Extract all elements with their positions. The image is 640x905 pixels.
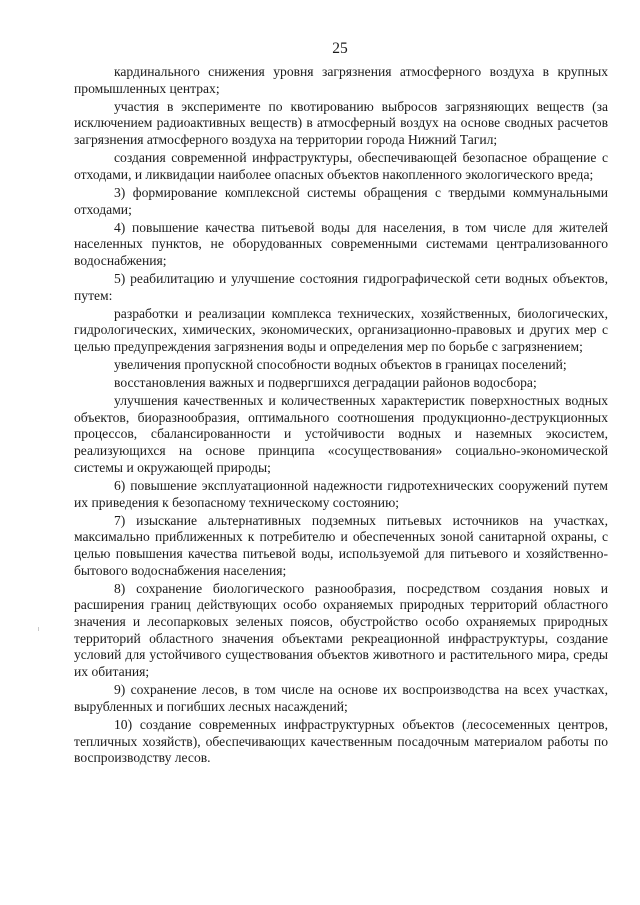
- paragraph-11: 6) повышение эксплуатационной надежности гидротехнических сооружений путем их приведения к безопасному техническому состоянию;: [74, 477, 608, 510]
- paragraph-12: 7) изыскание альтернативных подземных питьевых источников на участках, максимально приближенных к потребителю и обеспеченных зоной санитарной охраны, с целью повышения качества питьевой воды, используемой для питьевого и хозяйственно-бытового водоснабжения населения;: [74, 512, 608, 578]
- paragraph-7: разработки и реализации комплекса технических, хозяйственных, биологических, гидрологических, химических, экономических, организационно-правовых и других мер с целью предупреждения загрязнения воды и определения мер по борьбе с загрязнением;: [74, 305, 608, 355]
- page-number: 25: [332, 40, 348, 57]
- scan-mark: [38, 627, 39, 631]
- paragraph-15: 10) создание современных инфраструктурных объектов (лесосеменных центров, тепличных хозяйств), обеспечивающих качественным посадочным материалом работы по воспроизводству лесов.: [74, 716, 608, 766]
- paragraph-6: 5) реабилитацию и улучшение состояния гидрографической сети водных объектов, путем:: [74, 270, 608, 303]
- paragraph-10: улучшения качественных и количественных характеристик поверхностных водных объектов, биоразнообразия, оптимального соотношения продукционно-деструкционных процессов, сбалансированности и устойчивости водных и наземных экосистем, реализующихся на основе принципа «сосуществования» социально-экономической системы и окружающей природы;: [74, 393, 608, 475]
- paragraph-1: кардинального снижения уровня загрязнения атмосферного воздуха в крупных промышленных центрах;: [74, 64, 608, 96]
- paragraph-14: 9) сохранение лесов, в том числе на основе их воспроизводства на всех участках, вырубленных и погибших лесных насаждений;: [74, 682, 608, 714]
- paragraph-5: 4) повышение качества питьевой воды для населения, в том числе для жителей населенных пунктов, не оборудованных современными системами централизованного водоснабжения;: [74, 219, 608, 268]
- paragraph-8: увеличения пропускной способности водных объектов в границах поселений;: [114, 357, 567, 373]
- paragraph-13: 8) сохранение биологического разнообразия, посредством создания новых и расширения границ действующих особо охраняемых природных территорий областного значения и лесопарковых зеленых поясов, обустройство особо охраняемых природных территорий областного значения объектами рекреационной инфраструктуры, создание условий для устойчивого существования объектов животного и растительного мира, среды их обитания;: [74, 580, 608, 680]
- document-body: [74, 64, 608, 768]
- paragraph-9: восстановления важных и подвергшихся деградации районов водосбора;: [114, 375, 537, 391]
- paragraph-4: 3) формирование комплексной системы обращения с твердыми коммунальными отходами;: [74, 184, 608, 217]
- paragraph-2: участия в эксперименте по квотированию выбросов загрязняющих веществ (за исключением радиоактивных веществ) в атмосферный воздух на основе сводных расчетов загрязнения атмосферного воздуха на территории города Нижний Тагил;: [74, 98, 608, 148]
- paragraph-3: создания современной инфраструктуры, обеспечивающей безопасное обращение с отходами, и ликвидации наиболее опасных объектов накопленного экологического вреда;: [74, 150, 608, 182]
